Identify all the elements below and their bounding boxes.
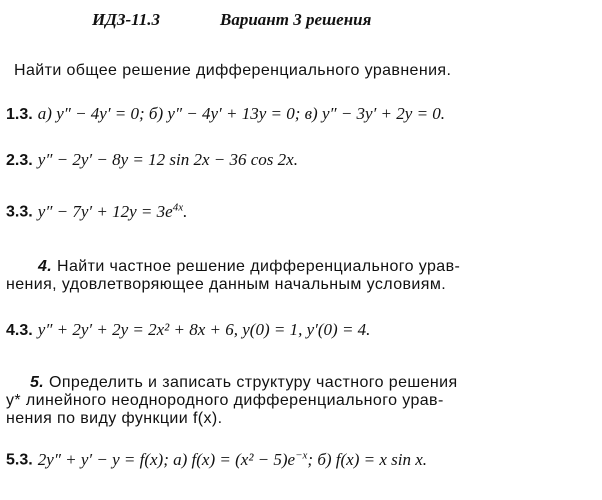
problem-4-3 [6, 320, 370, 340]
task-4-number: 4. [38, 258, 53, 275]
problem-3-3-equation [38, 202, 188, 221]
problem-1-3 [6, 104, 445, 124]
problem-3-3 [6, 201, 187, 222]
task-5-line-3: нения по виду функции f(x). [6, 410, 223, 427]
problem-5-3-equation-a: 2y″ + y′ − y = f(x); а) f(x) = (x² − 5)e [37, 449, 296, 469]
problem-2-3 [6, 150, 298, 170]
task-5-text-1: Определить и записать структуру частного решения [49, 374, 458, 391]
problem-5-3-equation [38, 450, 427, 469]
problem-2-3-number: 2.3. [6, 152, 33, 169]
problem-5-3-exponent: −x [295, 449, 308, 461]
problem-2-3-equation: y″ − 2y′ − 8y = 12 sin 2x − 36 cos 2x. [37, 150, 298, 169]
problem-4-3-equation: y″ + 2y′ + 2y = 2x² + 8x + 6, y(0) = 1, y′(0) = 4. [37, 320, 371, 339]
problem-3-3-period: . [183, 201, 188, 221]
problem-3-3-exponent: 4x [172, 201, 184, 213]
page-header [92, 10, 372, 30]
task-5-line-1 [30, 374, 458, 392]
problem-5-3 [6, 449, 427, 470]
assignment-title: ИДЗ-11.3 [92, 10, 160, 29]
task-5-line-2: y* линейного неоднородного дифференциального урав- [6, 392, 444, 409]
section-1-instruction: Найти общее решение дифференциального уравнения. [14, 62, 452, 79]
task-5-number: 5. [30, 374, 45, 391]
task-4-text-1: Найти частное решение дифференциального урав- [57, 258, 461, 275]
problem-1-3-equations: а) y″ − 4y′ = 0; б) y″ − 4y′ + 13y = 0; в) y″ − 3y′ + 2y = 0. [37, 104, 446, 123]
task-4-line-2: нения, удовлетворяющее данным начальным условиям. [6, 276, 447, 293]
problem-3-3-equation-main: y″ − 7y′ + 12y = 3e [37, 201, 173, 221]
problem-5-3-equation-b: ; б) f(x) = x sin x. [307, 449, 428, 469]
problem-4-3-number: 4.3. [6, 322, 33, 339]
task-4-line-1 [38, 258, 460, 276]
problem-1-3-number: 1.3. [6, 106, 33, 123]
problem-5-3-number: 5.3. [6, 451, 33, 469]
problem-3-3-number: 3.3. [6, 203, 33, 221]
variant-title: Вариант 3 решения [220, 10, 372, 29]
